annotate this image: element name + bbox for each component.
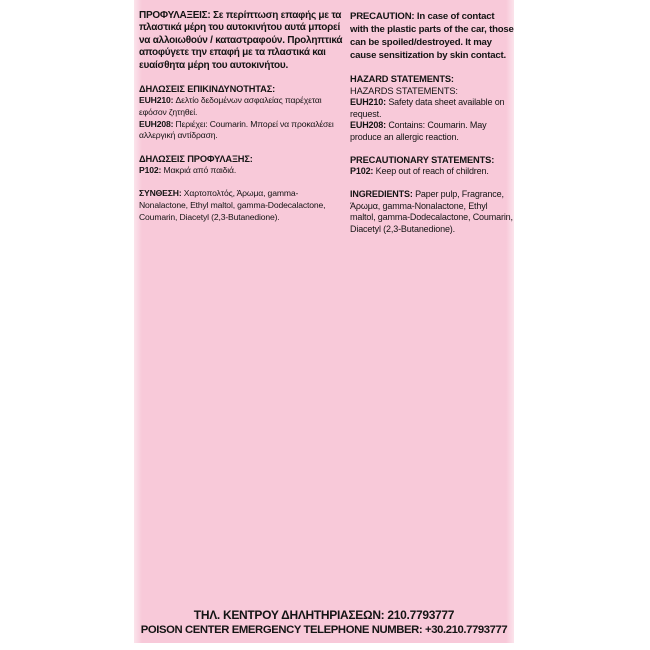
greek-p102-code: P102: <box>139 165 162 176</box>
greek-composition-title: ΣΥΝΘΕΣΗ: <box>139 188 182 199</box>
english-hazard-section <box>350 73 514 143</box>
greek-hazard-section <box>139 83 345 142</box>
label-text-columns <box>134 0 514 235</box>
greek-precaution-paragraph <box>139 10 345 72</box>
english-p102-statement <box>350 166 514 178</box>
english-ingredients-paragraph <box>350 189 514 235</box>
english-ingredients-title: INGREDIENTS: <box>350 188 413 199</box>
greek-column <box>139 10 345 235</box>
greek-precaution-body: Σε περίπτωση επαφής με τα πλαστικά μέρη του αυτοκινήτου αυτά μπορεί να αλλοιωθούν / καταστραφούν. Προληπτικά αποφύγετε την επαφή με τα πλαστικά και ευαίσθητα μέρη του αυτοκινήτου. <box>139 10 343 71</box>
greek-euh208-text: Περιέχει: Coumarin. Μπορεί να προκαλέσει αλλεργική αντίδραση. <box>139 118 334 141</box>
greek-euh210-text: Δελτίο δεδομένων ασφαλείας παρέχεται εφόσον ζητηθεί. <box>139 95 322 117</box>
product-safety-label <box>134 0 514 643</box>
poison-center-phone-greek: ΤΗΛ. ΚΕΝΤΡΟΥ ΔΗΛΗΤΗΡΙΑΣΕΩΝ: 210.7793777 <box>193 608 455 622</box>
english-p102-code: P102: <box>350 166 374 177</box>
english-ingredients-section <box>350 189 514 235</box>
greek-euh210-code: EUH210: <box>139 95 174 106</box>
english-euh208-statement <box>350 120 514 143</box>
greek-euh208-statement <box>139 119 345 143</box>
english-euh210-statement <box>350 97 514 120</box>
greek-composition-section <box>139 188 345 223</box>
poison-center-footer <box>134 608 514 637</box>
greek-p102-statement <box>139 165 345 177</box>
greek-composition-body: Χαρτοπολτός, Άρωμα, gamma-Nonalactone, Ethyl maltol, gamma-Dodecalactone, Coumarin, Diacetyl (2,3-Butanedione). <box>139 188 326 222</box>
english-euh208-text: Contains: Coumarin. May produce an allergic reaction. <box>350 120 487 142</box>
greek-precaution-title: ΠΡΟΦΥΛΑΞΕΙΣ: <box>139 10 211 21</box>
english-precautionary-section <box>350 154 514 178</box>
english-euh210-code: EUH210: <box>350 97 386 107</box>
greek-p102-text: Μακριά από παιδιά. <box>163 165 237 176</box>
poison-center-phone-english: POISON CENTER EMERGENCY TELEPHONE NUMBER: +30.210.7793777 <box>140 623 508 636</box>
greek-precautionary-heading: ΔΗΛΩΣΕΙΣ ΠΡΟΦΥΛΑΞΗΣ: <box>139 154 253 165</box>
greek-euh208-code: EUH208: <box>139 118 174 129</box>
english-euh210-text: Safety data sheet available on request. <box>350 97 505 119</box>
english-p102-text: Keep out of reach of children. <box>375 166 489 177</box>
english-precautionary-heading: PRECAUTIONARY STATEMENTS: <box>350 155 495 166</box>
english-precaution-title: PRECAUTION: <box>350 11 415 22</box>
english-hazard-heading: HAZARD STATEMENTS: <box>350 74 454 84</box>
english-precaution-paragraph <box>350 10 514 62</box>
greek-euh210-statement <box>139 95 345 119</box>
greek-precautionary-section <box>139 153 345 177</box>
english-euh208-code: EUH208: <box>350 120 386 131</box>
greek-hazard-heading: ΔΗΛΩΣΕΙΣ ΕΠΙΚΙΝΔΥΝΟΤΗΤΑΣ: <box>139 84 276 95</box>
english-ingredients-body: Paper pulp, Fragrance, Άρωμα, gamma-Nonalactone, Ethyl maltol, gamma-Dodecalactone, Coumarin, Diacetyl (2,3-Butanedione). <box>350 188 513 234</box>
english-column <box>350 10 514 235</box>
english-hazard-subheading: HAZARDS STATEMENTS: <box>350 86 458 96</box>
greek-composition-paragraph <box>139 188 345 223</box>
english-precaution-body: In case of contact with the plastic parts of the car, those can be spoiled/destroyed. It may cause sensitization by skin contact. <box>350 11 514 61</box>
